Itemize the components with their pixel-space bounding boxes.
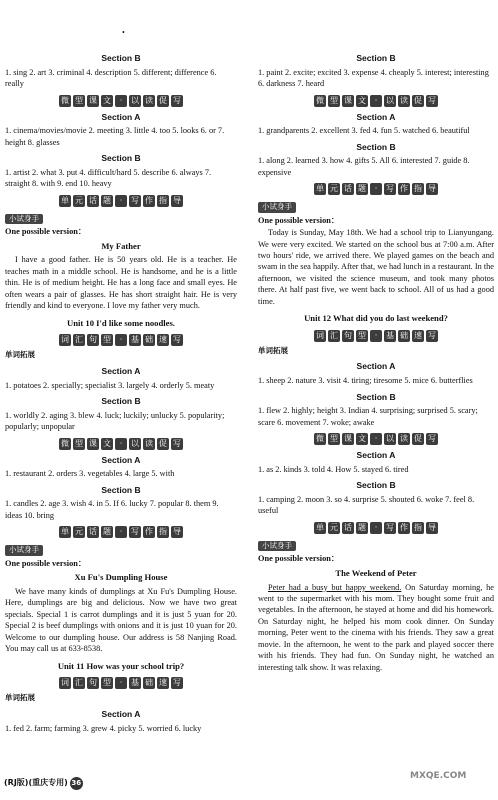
banner-char: 型 [103, 335, 111, 345]
banner-char: 作 [145, 195, 153, 205]
banner-char: 以 [386, 434, 394, 444]
banner-char: 词 [61, 678, 69, 688]
banner-char: 课 [89, 438, 97, 448]
banner-char: 促 [414, 95, 422, 105]
banner-char: 促 [159, 95, 167, 105]
banner-char: 题 [103, 527, 111, 537]
banner-char: 微 [316, 95, 324, 105]
banner-char: 课 [89, 95, 97, 105]
banner-char: 文 [358, 434, 366, 444]
banner-char: 课 [344, 434, 352, 444]
banner-char: 促 [414, 434, 422, 444]
banner-char: 词 [316, 331, 324, 341]
banner-char: · [115, 195, 127, 207]
section-title: Section A [101, 454, 141, 465]
answer-line: 1. paint 2. excite; excited 3. expense 4. cheaply 5. interest; interesting 6. darkness 7. heard [258, 67, 489, 89]
section-title: Section B [356, 141, 396, 152]
banner-char: 以 [386, 95, 394, 105]
banner-char: 基 [386, 331, 394, 341]
banner-mini-text [5, 95, 237, 107]
banner-writing-guide [258, 522, 494, 534]
banner-char: 型 [75, 95, 83, 105]
vocab-label: 单词拓展 [258, 346, 288, 356]
banner-char: 单 [61, 527, 69, 537]
possible-version: One possible version： [5, 558, 87, 568]
banner-char: 导 [173, 527, 181, 537]
composition-title: My Father [101, 240, 141, 251]
banner-char: 导 [428, 184, 436, 194]
section-title: Section A [356, 111, 396, 122]
banner-char: 词 [61, 335, 69, 345]
banner-char: · [370, 522, 382, 534]
banner-char: 单 [61, 195, 69, 205]
banner-char: 础 [400, 331, 408, 341]
composition-body: On Saturday morning, he went to the supermarket with his mom. They bought some fruit and vegetables. In the afternoon, he stayed at home and did his homework. On Saturday night, he helped his mom cook dinner. On Sunday morning, Peter went to the cinema with his friends. They saw a great movie. In the afternoon, he went to the park and played soccer there with his friends. They had fun. On Sunday night, he watched an interesting talk show. It was relaxing. [258, 582, 494, 672]
banner-char: 元 [330, 184, 338, 194]
banner-writing-guide [258, 183, 494, 195]
answer-line: 1. along 2. learned 3. how 4. gifts 5. All 6. interested 7. guide 8. expensive [258, 156, 470, 177]
unit-title: Unit 12 What did you do last weekend? [304, 313, 448, 324]
answer-line: 1. camping 2. moon 3. so 4. surprise 5. shouted 6. woke 7. feel 8. useful [258, 495, 475, 516]
composition-text: Today is Sunday, May 18th. We had a school trip to Lianyungang. We were very excited. We started on the school bus at 7:00 a.m. After two hours' ride, we arrived there. We played games on the beach and swam in the sea happily. After that, we had lunch in a restaurant. In the afternoon, we visited the science museum, and took many photos there. At half past five, we went back to school. All of us had a good time. [258, 228, 494, 306]
banner-mini-text [258, 95, 494, 107]
banner-char: 写 [386, 184, 394, 194]
section-title: Section B [356, 53, 396, 63]
banner-char: 写 [428, 95, 436, 105]
try-tag: 小试身手 [5, 545, 43, 555]
banner-char: 微 [61, 438, 69, 448]
banner-char: 汇 [330, 331, 338, 341]
composition-title: The Weekend of Peter [335, 567, 417, 578]
banner-char: 读 [400, 434, 408, 444]
section-title: Section A [101, 365, 141, 376]
answer-line: 1. restaurant 2. orders 3. vegetables 4. large 5. with [5, 469, 175, 479]
answer-line: 1. grandparents 2. excellent 3. fed 4. fun 5. watched 6. beautiful [258, 126, 470, 136]
answer-line: 1. sing 2. art 3. criminal 4. description 5. different; difference 6. really [5, 67, 217, 89]
banner-char: 速 [159, 335, 167, 345]
unit-title: Unit 11 How was your school trip? [57, 660, 185, 671]
banner-char: 微 [61, 95, 69, 105]
banner-char: 单 [316, 184, 324, 194]
answer-line: 1. cinema/movies/movie 2. meeting 3. little 4. too 5. looks 6. or 7. height 8. glasses [5, 126, 225, 147]
banner-char: 型 [358, 331, 366, 341]
banner-char: 单 [316, 522, 324, 532]
possible-version: One possible version： [258, 554, 340, 564]
banner-char: · [370, 183, 382, 195]
section-title: Section A [101, 708, 141, 719]
banner-char: 读 [145, 95, 153, 105]
try-tag: 小试身手 [258, 202, 296, 212]
banner-char: 型 [75, 438, 83, 448]
composition-text [258, 582, 494, 674]
banner-char: 写 [173, 438, 181, 448]
answer-line: 1. fed 2. farm; farming 3. grew 4. picky 5. worried 6. lucky [5, 723, 202, 733]
banner-char: · [115, 95, 127, 107]
banner-char: 础 [145, 335, 153, 345]
banner-char: 句 [344, 331, 352, 341]
vocab-label: 单词拓展 [5, 350, 35, 360]
banner-char: · [115, 334, 127, 346]
banner-char: · [115, 526, 127, 538]
banner-char: 话 [344, 184, 352, 194]
banner-char: 题 [103, 195, 111, 205]
banner-char: 题 [358, 184, 366, 194]
banner-vocab [5, 677, 237, 689]
banner-mini-text [5, 438, 237, 450]
banner-char: 基 [131, 335, 139, 345]
answer-line: 1. flew 2. highly; height 3. Indian 4. surprising; surprised 5. scary; scare 6. movement 7. woke; awake [258, 406, 478, 427]
banner-char: 写 [131, 195, 139, 205]
banner-char: 指 [159, 195, 167, 205]
banner-char: 写 [428, 331, 436, 341]
banner-char: 促 [159, 438, 167, 448]
section-title: Section B [356, 391, 396, 402]
banner-char: 写 [131, 527, 139, 537]
banner-char: 微 [316, 434, 324, 444]
banner-char: · [115, 438, 127, 450]
banner-char: 题 [358, 522, 366, 532]
banner-char: 元 [330, 522, 338, 532]
banner-char: 汇 [75, 678, 83, 688]
try-tag: 小试身手 [258, 541, 296, 551]
banner-char: · [370, 95, 382, 107]
section-title: Section B [356, 480, 396, 491]
banner-char: 句 [89, 678, 97, 688]
try-tag: 小试身手 [5, 214, 43, 224]
composition-title: Xu Fu's Dumpling House [74, 572, 168, 583]
topic-sentence: Peter had a busy but happy weekend. [268, 582, 402, 592]
edition-label: (RJ版)(重庆专用) [4, 778, 68, 787]
banner-char: 础 [145, 678, 153, 688]
section-title: Section A [356, 361, 396, 372]
composition-text: I have a good father. He is 50 years old. He is a teacher. He teaches math in a middle school. He is handsome, and he is a little thin. He is of medium height. He has a long face and small eyes. He often wears a pair of glasses. He has short straight hair. He is very friendly and kind to everyone. I love my father very much. [5, 255, 237, 311]
right-column [258, 48, 494, 675]
banner-char: 读 [145, 438, 153, 448]
footer [4, 777, 83, 790]
section-title: Section A [356, 450, 396, 461]
banner-char: 作 [400, 522, 408, 532]
answer-line: 1. sheep 2. nature 3. visit 4. tiring; tiresome 5. mice 6. butterflies [258, 376, 473, 386]
banner-char: · [115, 677, 127, 689]
banner-char: 基 [131, 678, 139, 688]
banner-char: 速 [159, 678, 167, 688]
banner-char: 话 [89, 527, 97, 537]
banner-char: 导 [428, 522, 436, 532]
page-mark: • [122, 28, 125, 37]
banner-char: 元 [75, 195, 83, 205]
banner-vocab [258, 330, 494, 342]
left-column [5, 48, 237, 734]
banner-char: 以 [131, 438, 139, 448]
banner-char: 句 [89, 335, 97, 345]
composition-text: We have many kinds of dumplings at Xu Fu's Dumpling House. Here, dumplings are big and delicious. Now we have two great specials. Special 1 is carrot dumplings and it is just 5 yuan for 20. Special 2 is beef dumplings with onions and it is just 10 yuan for 20. Welcome to our dumpling house. Our address is 58 Nanjing Road. You may call us at 633-8538. [5, 586, 237, 654]
section-title: Section B [101, 153, 141, 164]
banner-char: 元 [75, 527, 83, 537]
page-number: 36 [70, 777, 83, 790]
banner-char: 读 [400, 95, 408, 105]
banner-char: · [370, 330, 382, 342]
banner-char: 型 [330, 95, 338, 105]
banner-char: 文 [358, 95, 366, 105]
banner-char: 写 [173, 678, 181, 688]
banner-writing-guide [5, 526, 237, 538]
section-title: Section B [101, 395, 141, 406]
banner-char: 指 [414, 522, 422, 532]
banner-char: 作 [145, 527, 153, 537]
banner-char: 导 [173, 195, 181, 205]
banner-char: 型 [103, 678, 111, 688]
banner-char: 写 [173, 95, 181, 105]
banner-char: 指 [159, 527, 167, 537]
banner-char: · [370, 433, 382, 445]
banner-char: 文 [103, 95, 111, 105]
banner-char: 速 [414, 331, 422, 341]
banner-char: 写 [386, 522, 394, 532]
vocab-label: 单词拓展 [5, 693, 35, 703]
banner-char: 型 [330, 434, 338, 444]
possible-version: One possible version： [258, 215, 340, 225]
possible-version: One possible version： [5, 227, 87, 237]
banner-char: 汇 [75, 335, 83, 345]
banner-char: 课 [344, 95, 352, 105]
section-title: Section B [101, 484, 141, 495]
banner-char: 话 [89, 195, 97, 205]
banner-writing-guide [5, 195, 237, 207]
banner-char: 写 [173, 335, 181, 345]
answer-line: 1. potatoes 2. specially; specialist 3. largely 4. orderly 5. meaty [5, 380, 215, 390]
answer-line: 1. candles 2. age 3. wish 4. in 5. If 6. lucky 7. popular 8. them 9. ideas 10. bring [5, 499, 219, 520]
section-title: Section A [101, 111, 141, 122]
answer-line: 1. worldly 2. aging 3. blew 4. luck; luckily; unlucky 5. popularity; popularly; unpopular [5, 410, 225, 432]
banner-char: 作 [400, 184, 408, 194]
answer-line: 1. artist 2. what 3. put 4. difficult/hard 5. describe 6. always 7. straight 8. with 9. end 10. heavy [5, 167, 212, 189]
banner-char: 以 [131, 95, 139, 105]
watermark-logo: MXQE.COM [410, 771, 467, 781]
banner-char: 话 [344, 522, 352, 532]
unit-title: Unit 10 I'd like some noodles. [67, 317, 175, 328]
banner-char: 指 [414, 184, 422, 194]
banner-char: 文 [103, 438, 111, 448]
banner-vocab [5, 334, 237, 346]
answer-line: 1. as 2. kinds 3. told 4. How 5. stayed 6. tired [258, 464, 409, 474]
section-title: Section B [101, 53, 141, 63]
banner-char: 写 [428, 434, 436, 444]
banner-mini-text [258, 433, 494, 445]
